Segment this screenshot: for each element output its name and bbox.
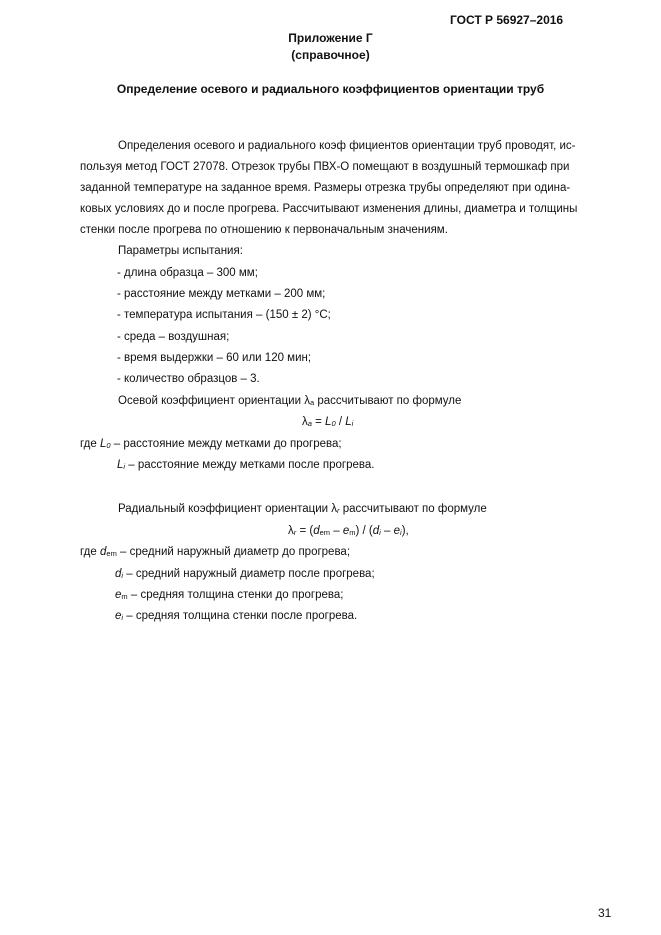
intro-line-3: заданной температуре на заданное время. Размеры отрезка трубы определяют при одина- [80, 182, 571, 194]
appendix-subtitle: (справочное) [291, 48, 370, 62]
standard-code: ГОСТ Р 56927–2016 [450, 13, 564, 27]
page-number: 31 [598, 906, 612, 920]
appendix-title: Приложение Г [288, 31, 373, 45]
lambda-a-symbol: $\lambda_a$ [304, 395, 315, 407]
radial-where-2: $d_i$ – средний наружный диаметр после прогрева; [115, 568, 375, 580]
radial-where-1: где $d_{em}$ – средний наружный диаметр до прогрева; [80, 546, 351, 558]
axial-formula: $\lambda_a = L_0 / L_i$ [302, 416, 354, 428]
params-title: Параметры испытания: [118, 245, 243, 257]
axial-where-2: $L_i$ – расстояние между метками после прогрева. [117, 459, 375, 471]
radial-where-4: $e_i$ – средняя толщина стенки после прогрева. [115, 610, 358, 622]
param-item: - температура испытания – (150 ± 2) °С; [117, 309, 331, 321]
intro-line-1: Определения осевого и радиального коэф фициентов ориентации труб проводят, ис- [118, 140, 576, 152]
param-item: - среда – воздушная; [117, 331, 230, 343]
radial-intro: Радиальный коэффициент ориентации $\lambda_r$ рассчитывают по формуле [118, 503, 487, 515]
appendix-heading: Определение осевого и радиального коэффициентов ориентации труб [116, 82, 545, 96]
radial-formula: $\lambda_r = (d_{em} - e_m) / (d_i - e_i)$, [288, 525, 409, 537]
param-item: - расстояние между метками – 200 мм; [117, 288, 326, 300]
axial-where-1: где $L_0$ – расстояние между метками до прогрева; [80, 438, 342, 450]
param-item: - количество образцов – 3. [117, 373, 260, 385]
axial-intro: Осевой коэффициент ориентации $\lambda_a$ рассчитывают по формуле [118, 395, 462, 407]
intro-line-5: стенки после прогрева по отношению к первоначальным значениям. [80, 224, 448, 236]
radial-where-3: $e_m$ – средняя толщина стенки до прогрева; [115, 589, 344, 601]
lambda-r-symbol: $\lambda_r$ [331, 503, 340, 515]
param-item: - длина образца – 300 мм; [117, 267, 258, 279]
param-item: - время выдержки – 60 или 120 мин; [117, 352, 312, 364]
intro-line-2: пользуя метод ГОСТ 27078. Отрезок трубы ПВХ-О помещают в воздушный термошкаф при [80, 161, 570, 173]
intro-line-4: ковых условиях до и после прогрева. Рассчитывают изменения длины, диаметра и толщины [80, 203, 578, 215]
